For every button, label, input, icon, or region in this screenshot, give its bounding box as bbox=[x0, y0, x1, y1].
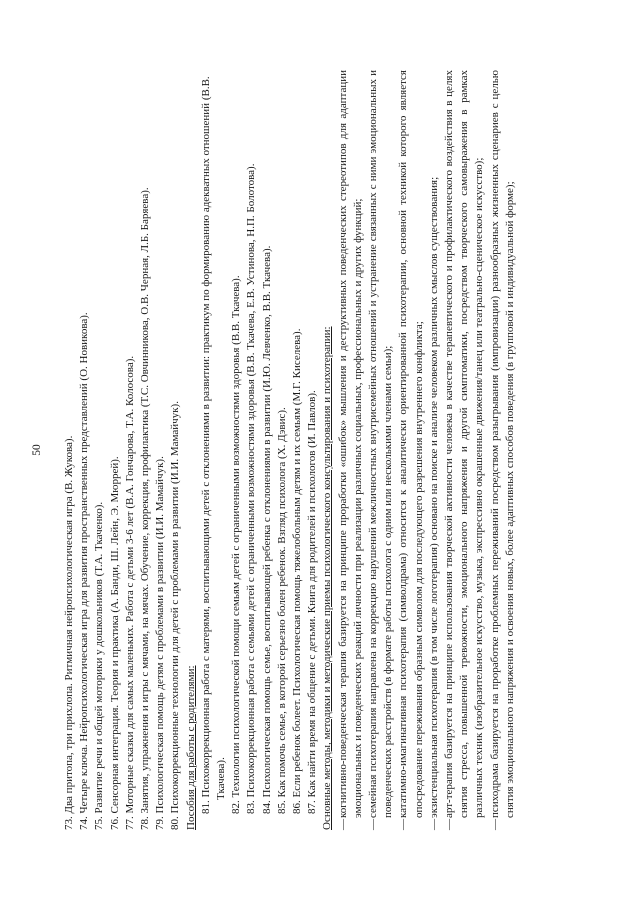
page-body bbox=[62, 70, 518, 830]
list-item bbox=[305, 70, 320, 814]
list-item-number: 78. bbox=[139, 816, 152, 830]
list-item bbox=[77, 70, 92, 830]
method-text: экзистенциальная психотерапия (в том числе логотерапия) основано на поиске и анализе человеком различных смыслов существования; bbox=[427, 176, 440, 818]
list-item-number: 85. bbox=[275, 800, 288, 814]
list-item-number: 75. bbox=[93, 816, 106, 830]
list-item-number: 77. bbox=[123, 816, 136, 830]
method-text: кататимно-имагинативная психотерапия (символдрама) относится к аналитически ориентированной психотерапии, основной техникой которого является опосредование переживания образным символом для последующего разрешения внутреннего конфликта; bbox=[397, 70, 425, 818]
method-dash: — bbox=[367, 819, 380, 830]
list-item-number: 79. bbox=[154, 816, 167, 830]
list-item-number: 83. bbox=[245, 800, 258, 814]
method-dash: — bbox=[427, 819, 440, 830]
method-dash: — bbox=[397, 819, 410, 830]
list-item-text: Два притопа, три прихлопа. Ритмичная нейропсихологическая игра (В. Жукова). bbox=[63, 435, 75, 814]
list-item bbox=[153, 70, 168, 830]
list-item bbox=[92, 70, 107, 830]
list-item-number: 73. bbox=[63, 816, 75, 830]
method-dash: — bbox=[336, 819, 349, 830]
list-item-number: 86. bbox=[291, 800, 304, 814]
list-item bbox=[260, 70, 275, 814]
list-item-number: 81. bbox=[199, 800, 212, 814]
list-item-number: 74. bbox=[78, 816, 91, 830]
method-item bbox=[427, 70, 442, 830]
list-item-text: Сенсорная интеграция. Теория и практика (А. Банди, Ш. Лейн, Э. Мюррей). bbox=[108, 456, 121, 814]
list-item-number: 84. bbox=[260, 800, 273, 814]
list-item-text: Психокоррекционная работа с семьями детей с ограниченными возможностями здоровья (В.В. Ткачева, Е.В. Устинова, Н.П. Болотова). bbox=[245, 163, 258, 798]
list-item-text: Как найти время на общение с детьми. Книга для родителей и психологов (И. Павлов). bbox=[306, 390, 319, 798]
resource-list bbox=[62, 70, 184, 830]
list-item bbox=[229, 70, 244, 814]
list-item bbox=[244, 70, 259, 814]
list-item-text: Психологическая помощь семье, воспитывающей ребенка с отклонениями в развитии (И.Ю. Левченко, В.В. Ткачева). bbox=[260, 245, 273, 798]
list-item-text: Психокоррекционная работа с матерями, воспитывающими детей с отклонениями в развитии: практикум по формированию адекватных отношений (В.В. Ткачева). bbox=[199, 76, 228, 800]
method-item bbox=[488, 70, 518, 830]
list-item bbox=[199, 70, 229, 814]
method-text: когнитивно-поведенческая терапия базируется на принципе проработки «ошибок» мышления и деструктивных поведенческих стереотипов для адаптации эмоциональных и поведенческих реакций личности при реализации различных социальных, профессиональных и других функций; bbox=[336, 70, 364, 818]
list-item bbox=[290, 70, 305, 814]
section-heading-methods: Основные методы, методики и методические приемы психологического консультирования и психотерапии: bbox=[321, 326, 334, 830]
parents-resource-list bbox=[199, 70, 321, 830]
method-text: семейная психотерапия направлена на коррекцию нарушений межличностных внутрисемейных отношений и устранение связанных с ними эмоциональных и поведенческих расстройств (в формате работы психолога с одним или несколькими членами семьи); bbox=[367, 70, 395, 818]
list-item bbox=[168, 70, 183, 830]
list-item-number: 80. bbox=[169, 816, 182, 830]
section-heading-parents: Пособия для работы с родителями: bbox=[184, 665, 197, 830]
page-number: 50 bbox=[31, 444, 43, 456]
list-item-text: Технологии психологической помощи семьям детей с ограниченными возможностями здоровья (В.В. Ткачева). bbox=[230, 275, 243, 798]
list-item-text: Развитие речи и общей моторики у дошкольников (Т.А. Ткаченко). bbox=[93, 501, 106, 814]
method-text: психодрама базируется на проработке проблемных переживаний посредством разыгрывания (импровизации) разнообразных жизненных сценариев с целью снятия эмоционального напряжения и освоения новых, более адаптивных способов поведения (в групповой и индивидуальной форме); bbox=[488, 70, 516, 818]
list-item-text: Психокоррекционные технологии для детей с проблемами в развитии (И.И. Мамайчук). bbox=[169, 401, 182, 814]
list-item-text: Если ребенок болеет. Психологическая помощь тяжелобольным детям и их семьям (М.Г. Киселева). bbox=[291, 328, 304, 798]
list-item-number: 76. bbox=[108, 816, 121, 830]
list-item bbox=[108, 70, 123, 830]
method-item bbox=[366, 70, 396, 830]
list-item bbox=[62, 70, 77, 830]
list-item-text: Психологическая помощь детям с проблемами в развитии (И.И. Мамайчук). bbox=[154, 456, 167, 814]
method-text: арт-терапия базируется на принципе использования творческой активности человека в качестве терапевтического и профилактического воздействия в целях снятия стресса, повышенной тревожности, эмоционального напряжения и другой симптоматики, посредством творческого самовыражения в рамках различных техник (изобразительное искусство, музыка, экспрессивно окрашенные движения/танец или театрально-сценическое искусство); bbox=[443, 70, 486, 818]
method-dash: — bbox=[488, 819, 501, 830]
list-item-text: Четыре ключа. Нейропсихологическая игра для развития пространственных представлений (О. Новикова). bbox=[78, 312, 91, 814]
list-item-number: 82. bbox=[230, 800, 243, 814]
list-item-number: 87. bbox=[306, 800, 319, 814]
method-item bbox=[396, 70, 426, 830]
method-item bbox=[442, 70, 488, 830]
list-item-text: Как помочь семье, в которой серьезно болен ребенок. Взгляд психолога (Х. Дэвис). bbox=[275, 407, 288, 798]
method-item bbox=[336, 70, 366, 830]
list-item bbox=[275, 70, 290, 814]
list-item-text: Занятия, упражнения и игры с мячами, на мячах. Обучение, коррекция, профилактика (Т.С. Овчинникова, О.В. Черная, Л.Б. Баряева). bbox=[139, 187, 152, 814]
list-item-text: Моторные сказки для самых маленьких. Работа с детьми 3-6 лет (В.А. Гончарова, Т.А. Колосова). bbox=[123, 355, 136, 814]
methods-list bbox=[336, 70, 518, 830]
list-item bbox=[138, 70, 153, 830]
list-item bbox=[123, 70, 138, 830]
method-dash: — bbox=[443, 819, 456, 830]
